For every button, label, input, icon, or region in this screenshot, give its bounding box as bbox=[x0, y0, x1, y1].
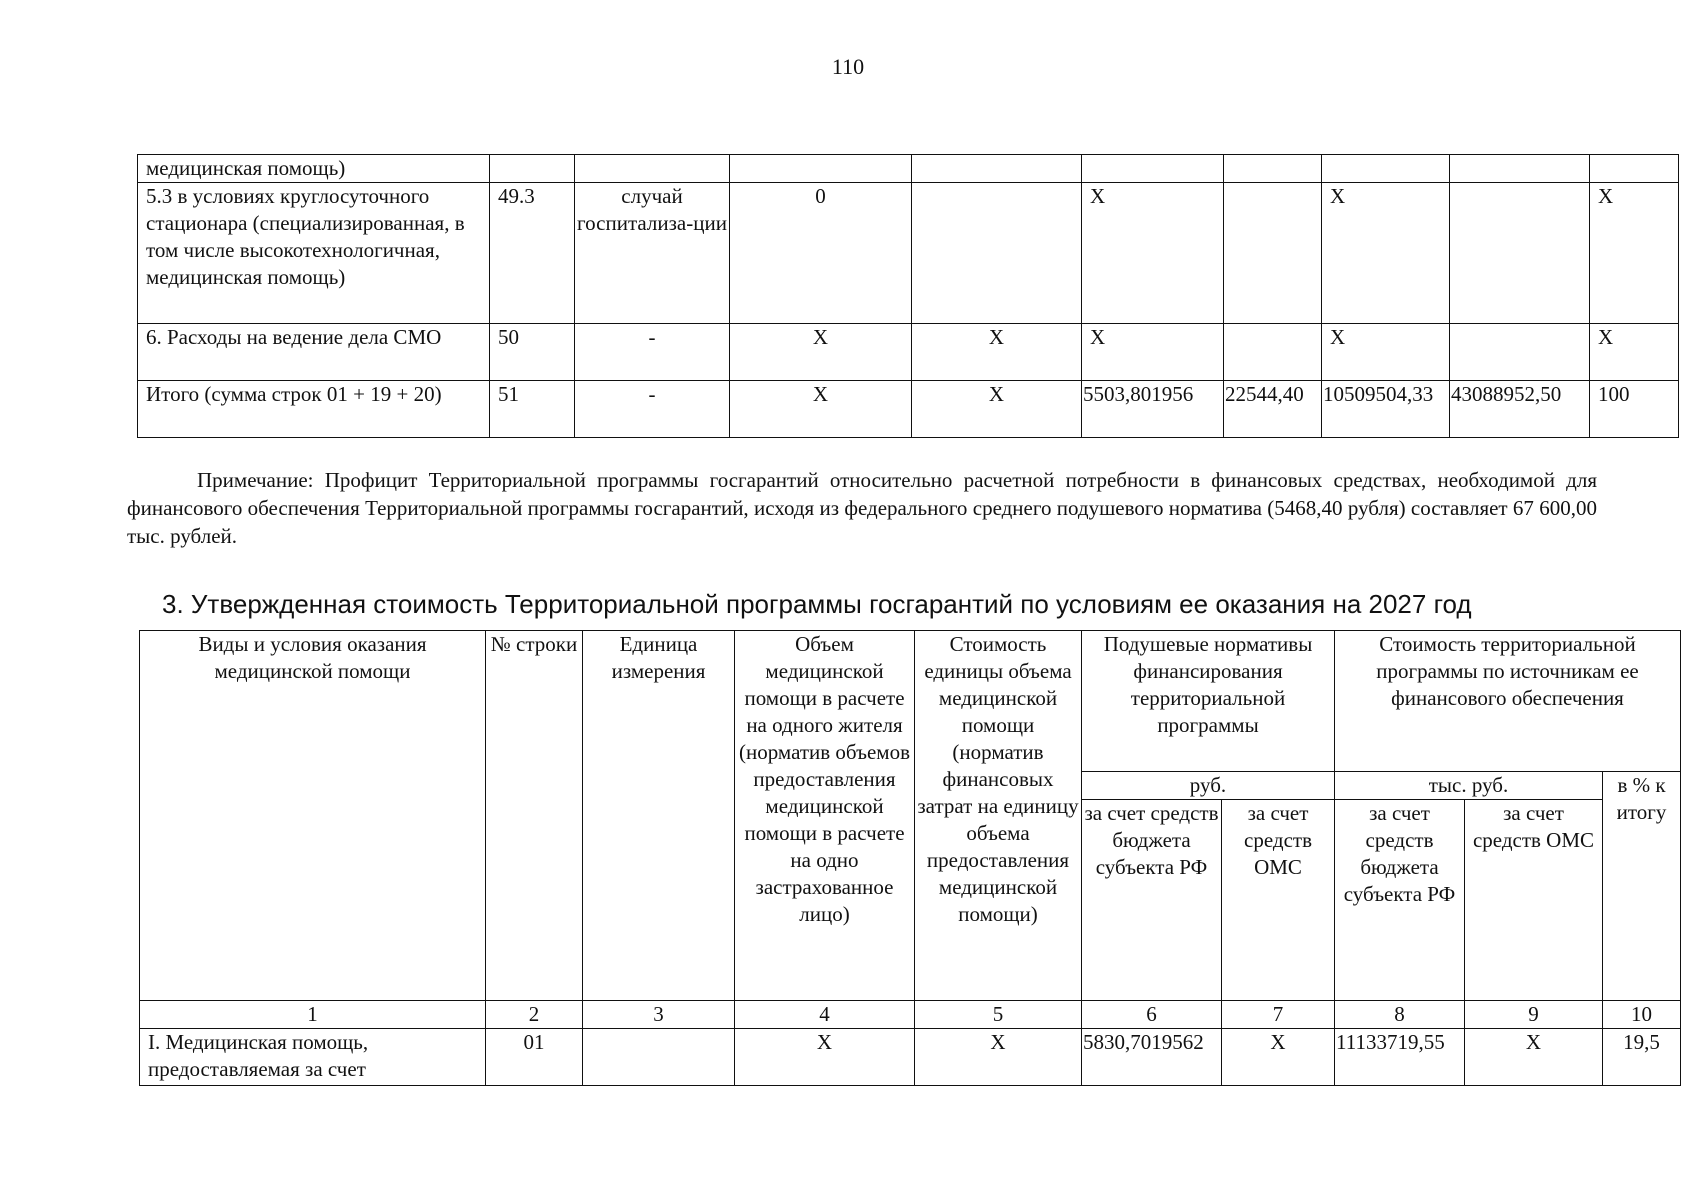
header-unit-cost: Стоимость единицы объема медицинской помощи (норматив финансовых затрат на единицу объема предоставления медицинской помощи) bbox=[915, 631, 1082, 1001]
cell-row-number: 01 bbox=[486, 1029, 583, 1086]
cell-unit-cost bbox=[912, 155, 1082, 183]
column-number: 7 bbox=[1222, 1001, 1335, 1029]
header-program-cost: Стоимость территориальной программы по источникам ее финансового обеспечения bbox=[1335, 631, 1681, 772]
cell-cost-budget: 10509504,33 bbox=[1322, 381, 1450, 438]
cell-norm-budget: 5503,801956 bbox=[1082, 381, 1224, 438]
header-percent: в % к итогу bbox=[1603, 772, 1681, 1001]
cell-cost-oms: 43088952,50 bbox=[1450, 381, 1590, 438]
header-unit-thousand-rub: тыс. руб. bbox=[1335, 772, 1603, 800]
column-number: 6 bbox=[1082, 1001, 1222, 1029]
header-volume: Объем медицинской помощи в расчете на одного жителя (норматив объемов предоставления медицинской помощи в расчете на одно застрахованное лицо) bbox=[735, 631, 915, 1001]
cell-cost-budget: 11133719,55 bbox=[1335, 1029, 1465, 1086]
cell-row-number: 49.3 bbox=[490, 183, 575, 324]
column-number: 4 bbox=[735, 1001, 915, 1029]
cell-percent: Х bbox=[1590, 183, 1679, 324]
cell-unit bbox=[583, 1029, 735, 1086]
cell-norm-budget: 5830,7019562 bbox=[1082, 1029, 1222, 1086]
cell-norm-oms: Х bbox=[1222, 1029, 1335, 1086]
cell-type: 5.3 в условиях круглосуточного стационара (специализированная, в том числе высокотехнологичная, медицинская помощь) bbox=[138, 183, 490, 324]
cell-percent: 19,5 bbox=[1603, 1029, 1681, 1086]
header-unit: Единица измерения bbox=[583, 631, 735, 1001]
header-row-number: № строки bbox=[486, 631, 583, 1001]
header-type: Виды и условия оказания медицинской помощи bbox=[140, 631, 486, 1001]
header-per-capita: Подушевые нормативы финансирования территориальной программы bbox=[1082, 631, 1335, 772]
column-number: 5 bbox=[915, 1001, 1082, 1029]
column-number: 10 bbox=[1603, 1001, 1681, 1029]
cell-volume: Х bbox=[730, 324, 912, 381]
cell-norm-oms bbox=[1224, 155, 1322, 183]
column-number: 2 bbox=[486, 1001, 583, 1029]
cell-unit-cost bbox=[912, 183, 1082, 324]
cell-type: Итого (сумма строк 01 + 19 + 20) bbox=[138, 381, 490, 438]
cell-unit-cost: Х bbox=[912, 324, 1082, 381]
cell-cost-oms bbox=[1450, 324, 1590, 381]
cell-unit: - bbox=[575, 381, 730, 438]
cell-row-number: 51 bbox=[490, 381, 575, 438]
cell-volume bbox=[730, 155, 912, 183]
table-continuation bbox=[137, 154, 1679, 438]
cell-cost-oms bbox=[1450, 183, 1590, 324]
table-row bbox=[138, 324, 1679, 381]
cell-type: I. Медицинская помощь, предоставляемая за счет bbox=[140, 1029, 486, 1086]
cell-cost-oms bbox=[1450, 155, 1590, 183]
column-number: 3 bbox=[583, 1001, 735, 1029]
cell-row-number: 50 bbox=[490, 324, 575, 381]
column-number: 1 bbox=[140, 1001, 486, 1029]
column-numbers-row bbox=[140, 1001, 1681, 1029]
column-number: 8 bbox=[1335, 1001, 1465, 1029]
cell-row-number bbox=[490, 155, 575, 183]
cell-norm-budget bbox=[1082, 155, 1224, 183]
cell-cost-budget bbox=[1322, 155, 1450, 183]
header-unit-rub: руб. bbox=[1082, 772, 1335, 800]
cell-norm-oms bbox=[1224, 183, 1322, 324]
column-number: 9 bbox=[1465, 1001, 1603, 1029]
note-paragraph: Примечание: Профицит Территориальной программы госгарантий относительно расчетной потребности в финансовых средствах, необходимой для финансового обеспечения Территориальной программы госгарантий, исходя из федерального среднего подушевого норматива (5468,40 рубля) составляет 67 600,00 тыс. рублей. bbox=[127, 468, 1597, 548]
header-oms-rub: за счет средств ОМС bbox=[1222, 800, 1335, 1001]
cell-volume: 0 bbox=[730, 183, 912, 324]
header-row bbox=[140, 631, 1681, 772]
header-oms-thousand: за счет средств ОМС bbox=[1465, 800, 1603, 1001]
cell-unit: - bbox=[575, 324, 730, 381]
cell-volume: Х bbox=[730, 381, 912, 438]
header-budget-rub: за счет средств бюджета субъекта РФ bbox=[1082, 800, 1222, 1001]
table-row bbox=[138, 183, 1679, 324]
cell-percent bbox=[1590, 155, 1679, 183]
cell-type: 6. Расходы на ведение дела СМО bbox=[138, 324, 490, 381]
cell-type: медицинская помощь) bbox=[138, 155, 490, 183]
table-row bbox=[138, 381, 1679, 438]
section-title: 3. Утвержденная стоимость Территориальной программы госгарантий по условиям ее оказания на 2027 год bbox=[162, 589, 1472, 619]
table-cost-2027 bbox=[139, 630, 1681, 1086]
cell-unit bbox=[575, 155, 730, 183]
cell-unit-cost: Х bbox=[915, 1029, 1082, 1086]
cell-unit: случай госпитализа-ции bbox=[575, 183, 730, 324]
table-row bbox=[138, 155, 1679, 183]
header-budget-thousand: за счет средств бюджета субъекта РФ bbox=[1335, 800, 1465, 1001]
cell-cost-budget: Х bbox=[1322, 183, 1450, 324]
cell-cost-budget: Х bbox=[1322, 324, 1450, 381]
cell-unit-cost: Х bbox=[912, 381, 1082, 438]
page-number: 110 bbox=[831, 54, 865, 79]
cell-norm-budget: Х bbox=[1082, 183, 1224, 324]
cell-volume: Х bbox=[735, 1029, 915, 1086]
cell-percent: Х bbox=[1590, 324, 1679, 381]
cell-norm-budget: Х bbox=[1082, 324, 1224, 381]
cell-norm-oms bbox=[1224, 324, 1322, 381]
cell-cost-oms: Х bbox=[1465, 1029, 1603, 1086]
cell-percent: 100 bbox=[1590, 381, 1679, 438]
table-row bbox=[140, 1029, 1681, 1086]
cell-norm-oms: 22544,40 bbox=[1224, 381, 1322, 438]
